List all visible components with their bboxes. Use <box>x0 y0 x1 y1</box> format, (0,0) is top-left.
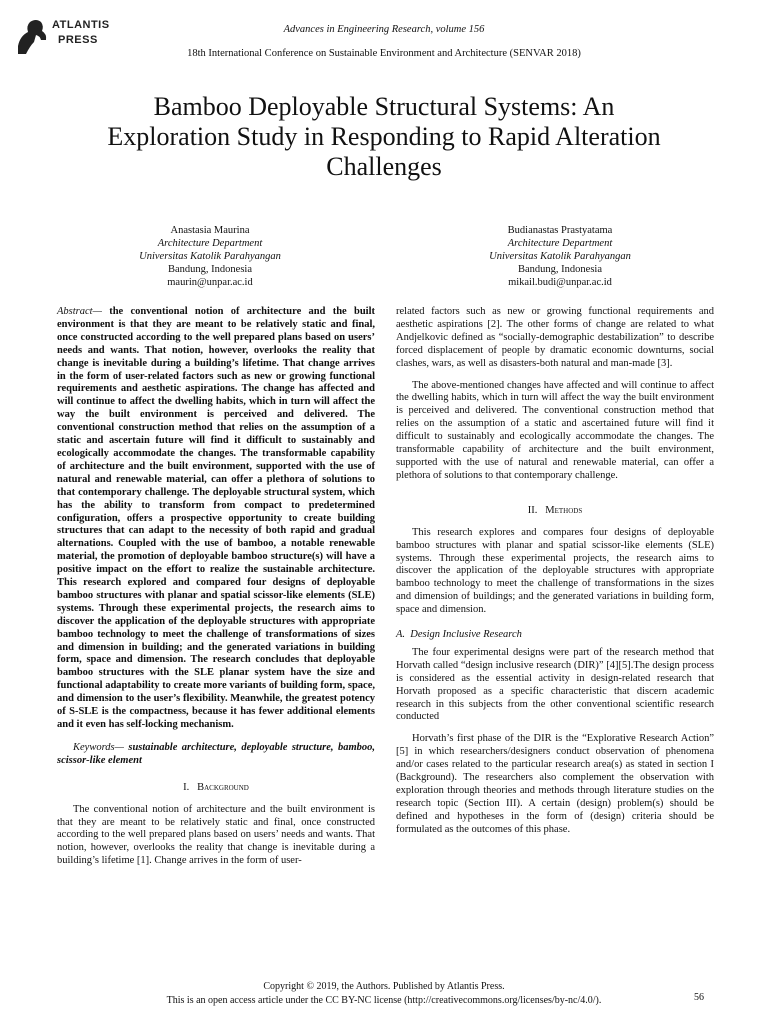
body-paragraph: This research explores and compares four designs of deployable bamboo structures with planar and spatial scissor-like elements (SLE) systems. Through these experimental projects, the research aims to discover the application of the deployable structures with appropriate bamboo technology to meet the challenge of transformations in the sizes and dimension of buildings; and the generated variations in building form, space and dimension. <box>396 526 714 616</box>
section-title: Methods <box>545 504 583 516</box>
keywords-lead: Keywords— <box>73 741 124 753</box>
section-number: II. <box>527 504 538 516</box>
right-column <box>396 306 714 837</box>
section-title: Background <box>197 781 249 793</box>
body-paragraph: Horvath’s first phase of the DIR is the “Explorative Research Action” [5] in which researchers/designers conduct observation of phenomena and/or cases related to the particular research area(s) as stated in section I (Background). The researchers also complement the observation with exploration through theories and methods through literature studies on the research topic (Section III). A certain (design) problem(s) should be defined and hypotheses in the form of (design) criteria should be formulated as the outcomes of this phase. <box>396 733 714 835</box>
author-department: Architecture Department <box>157 238 263 249</box>
subsection-heading <box>396 629 714 642</box>
author-name: Anastasia Maurina <box>170 225 250 236</box>
abstract-text: the conventional notion of architecture and the built environment is that they are meant to be relatively static and final, once constructed according to the well prepared plans based on users’ needs and wants. That notion, however, overlooks the reality that change is inevitable during a building’s lifetime. That change arrives in the form of user-related factors such as new or growing functional requirements and aesthetic aspirations. The change has affected and will continue to affect the dwelling habits, which in turn will affect the way the built environment is perceived and delivered. The conventional construction method that relies on the assumption of a static and ascertain future will find it difficult to sustainably and ecologically accommodate the changes. The transformable capability of architecture and the built environment, supported with the use of natural and renewable material, can offer a plethora of solutions to that contemporary challenge. The deployable structural system, which has the ability to transform from compact to predetermined configuration, offers a prospective opportunity to create building structures that can adapt to the necessity of both rapid and gradual alternations. Coupled with the use of bamboo, a notable renewable material, the promotion of deployable bamboo structure(s) will have a positive impact on the effort to realize the sustainable architecture. This research explored and compared four designs of deployable bamboo structures with planar and spatial scissor-like elements (SLE) systems. Through these experimental projects, the research aims to discover the application of the deployable structures with appropriate bamboo technology to meet the challenge of transformations of sizes and dimension in building; and the generated variations in building form, space and dimension. The research concludes that deployable bamboo structures with the SLE planar system have the size and functional adaptability to create more variants of building form, space, and dimension to the user’s flexibility. Meanwhile, the greatest potency of S-SLE is the compactness, because it has fewer additional elements and it even has self-locking mechanism. <box>57 306 375 730</box>
body-paragraph: The above-mentioned changes have affected and will continue to affect the dwelling habits, which in turn will affect the way the built environment is perceived and delivered. The conventional construction method that relies on the assumption of a static and ascertained future will find it difficult to sustainably and ecologically accommodate the changes. The transformable capability of architecture and the built environment, supported with the use of natural and renewable material, can offer a plethora of solutions to that contemporary challenge. <box>396 379 714 481</box>
author-city: Bandung, Indonesia <box>518 264 602 275</box>
body-paragraph: related factors such as new or growing functional requirements and aesthetic aspirations [2]. The other forms of change are related to what Andjelkovic defined as “socially-demographic destabilization” to describe forced displacement of people by dramatic economic downturns, social clashes, wars, as well as disasters-both natural and man-made [3]. <box>396 306 714 369</box>
section-heading-methods <box>396 505 714 518</box>
footer-copyright: Copyright © 2019, the Authors. Published by Atlantis Press. <box>263 981 505 992</box>
journal-header: Advances in Engineering Research, volume 156 <box>283 24 485 35</box>
section-number: I. <box>183 781 190 793</box>
keywords-text: sustainable architecture, deployable structure, bamboo, scissor-like element <box>57 741 375 766</box>
page-number: 56 <box>694 992 704 1003</box>
paper-title: Bamboo Deployable Structural Systems: An Exploration Study in Responding to Rapid Alteration Challenges <box>107 92 661 181</box>
logo-text-press: PRESS <box>58 34 98 46</box>
author-block-1 <box>95 224 325 289</box>
author-block-2 <box>445 224 675 289</box>
body-paragraph: The conventional notion of architecture and the built environment is that they are meant to be relatively static and final, once constructed according to the well prepared plans based on users’ needs and wants. That notion, however, overlooks the reality that change is inevitable during a building’s lifetime [1]. Change arrives in the form of user- <box>57 803 375 867</box>
author-name: Budianastas Prastyatama <box>507 225 613 236</box>
section-heading-background <box>57 782 375 795</box>
author-department: Architecture Department <box>507 238 613 249</box>
author-email: mikail.budi@unpar.ac.id <box>508 277 612 288</box>
author-city: Bandung, Indonesia <box>168 264 252 275</box>
subsection-title: Design Inclusive Research <box>410 629 522 641</box>
left-column <box>57 306 375 868</box>
subsection-label: A. <box>396 629 406 641</box>
author-email: maurin@unpar.ac.id <box>167 277 253 288</box>
keywords-paragraph <box>57 742 375 768</box>
abstract-lead: Abstract— <box>57 306 102 317</box>
logo-text-atlantis: ATLANTIS <box>52 19 110 31</box>
author-university: Universitas Katolik Parahyangan <box>489 251 631 262</box>
abstract-paragraph <box>57 306 375 732</box>
footer-license: This is an open access article under the CC BY-NC license (http://creativecommons.org/licenses/by-nc/4.0/). <box>166 995 602 1006</box>
body-paragraph: The four experimental designs were part of the research method that Horvath called “design inclusive research (DIR)” [4][5].The design process is considered as the essential activity in design-related research that Horvath proposed as a specific characteristic that discern academic research in this subjects from the other conventional scientific research conducted <box>396 646 714 723</box>
conference-header: 18th International Conference on Sustainable Environment and Architecture (SENVAR 2018) <box>187 48 581 59</box>
author-university: Universitas Katolik Parahyangan <box>139 251 281 262</box>
